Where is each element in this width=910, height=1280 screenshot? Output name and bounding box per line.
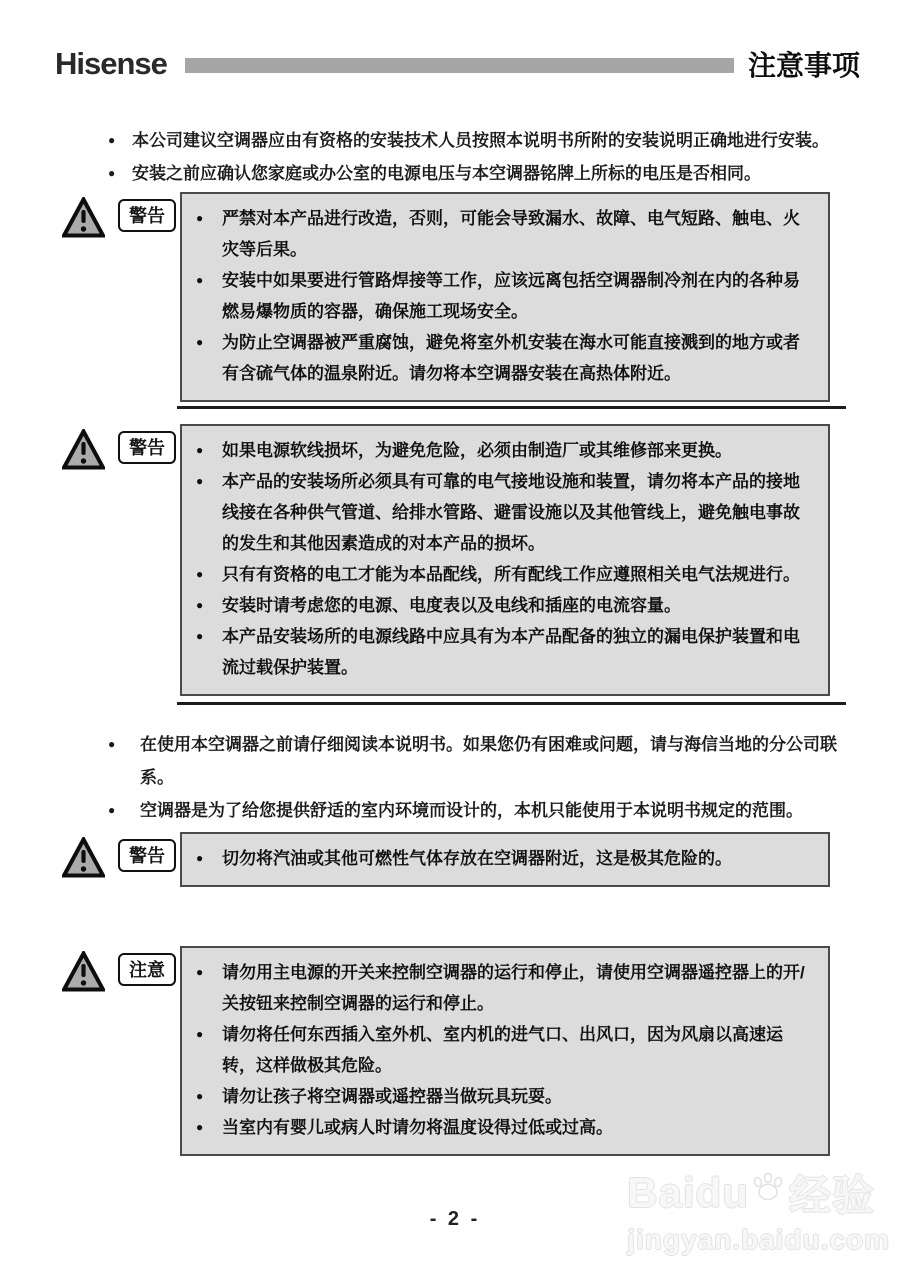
warning-box (180, 424, 830, 696)
bullet-dot-icon: ● (196, 965, 204, 979)
warning-item-text: 本产品的安装场所必须具有可靠的电气接地设施和装置，请勿将本产品的接地线接在各种供气管道、给排水管路、避雷设施以及其他管线上，避免触电事故的发生和其他因素造成的对本产品的损坏。 (222, 472, 800, 553)
warning-item-text: 为防止空调器被严重腐蚀，避免将室外机安装在海水可能直接溅到的地方或者有含硫气体的温泉附近。请勿将本空调器安装在高热体附近。 (222, 333, 800, 383)
watermark-logo (627, 1163, 890, 1223)
warning-item (196, 327, 812, 389)
watermark-url: jingyan.baidu.com (627, 1224, 890, 1255)
warning-section-3 (0, 832, 910, 887)
notice-marker (62, 951, 176, 992)
warning-item-text: 只有有资格的电工才能为本品配线，所有配线工作应遵照相关电气法规进行。 (222, 565, 800, 584)
hisense-logo: Hisense (55, 46, 167, 81)
warning-item (196, 265, 812, 327)
warning-box (180, 192, 830, 402)
warning-item-text: 严禁对本产品进行改造，否则，可能会导致漏水、故障、电气短路、触电、火灾等后果。 (222, 209, 800, 259)
watermark-suffix-text: 经验 (788, 1172, 875, 1219)
header-divider-bar (185, 58, 734, 73)
warning-item (196, 590, 812, 621)
list-item-text: 安装之前应确认您家庭或办公室的电源电压与本空调器铭牌上所标的电压是否相同。 (132, 164, 761, 183)
warning-item (196, 621, 812, 683)
warning-marker (62, 837, 176, 878)
mid-bullet-list (108, 728, 870, 827)
bullet-dot-icon: ● (196, 443, 204, 457)
warning-item-text: 安装时请考虑您的电源、电度表以及电线和插座的电流容量。 (222, 596, 681, 615)
notice-item (196, 1112, 812, 1143)
notice-item-text: 请勿将任何东西插入室外机、室内机的进气口、出风口，因为风扇以高速运转，这样做极其危险。 (222, 1025, 783, 1075)
list-item (108, 124, 870, 157)
list-item (108, 157, 870, 190)
warning-label: 警告 (118, 431, 176, 464)
bullet-dot-icon: ● (108, 803, 116, 817)
list-item (108, 728, 870, 794)
warning-item (196, 203, 812, 265)
section-separator (177, 406, 846, 409)
bullet-dot-icon: ● (196, 629, 204, 643)
warning-triangle-icon (62, 837, 105, 878)
bullet-dot-icon: ● (196, 1027, 204, 1041)
bullet-dot-icon: ● (108, 166, 116, 180)
bullet-dot-icon: ● (196, 598, 204, 612)
bullet-dot-icon: ● (196, 273, 204, 287)
notice-item-text: 请勿让孩子将空调器或遥控器当做玩具玩耍。 (222, 1087, 562, 1106)
page-number: - 2 - (429, 1208, 481, 1230)
section-separator (177, 702, 846, 705)
bullet-dot-icon: ● (196, 1089, 204, 1103)
notice-section (0, 946, 910, 1156)
notice-item-text: 当室内有婴儿或病人时请勿将温度设得过低或过高。 (222, 1118, 613, 1137)
notice-item (196, 1019, 812, 1081)
list-item (108, 794, 870, 827)
warning-item-text: 本产品安装场所的电源线路中应具有为本产品配备的独立的漏电保护装置和电流过载保护装置。 (222, 627, 800, 677)
bullet-dot-icon: ● (108, 737, 116, 751)
notice-item (196, 957, 812, 1019)
bullet-dot-icon: ● (196, 1120, 204, 1134)
list-item-text: 空调器是为了给您提供舒适的室内环境而设计的，本机只能使用于本说明书规定的范围。 (140, 801, 803, 820)
list-item-text: 本公司建议空调器应由有资格的安装技术人员按照本说明书所附的安装说明正确地进行安装。 (132, 131, 829, 150)
warning-item-text: 如果电源软线损坏，为避免危险，必须由制造厂或其维修部来更换。 (222, 441, 732, 460)
warning-triangle-icon (62, 951, 105, 992)
page-title: 注意事项 (747, 49, 860, 82)
warning-marker (62, 197, 176, 238)
warning-item (196, 435, 812, 466)
paw-icon (748, 1166, 788, 1206)
warning-section-2 (0, 424, 910, 696)
bullet-dot-icon: ● (196, 474, 204, 488)
bullet-dot-icon: ● (196, 851, 204, 865)
warning-label: 警告 (118, 199, 176, 232)
bullet-dot-icon: ● (108, 133, 116, 147)
baidu-watermark (627, 1163, 890, 1256)
warning-item-text: 安装中如果要进行管路焊接等工作，应该远离包括空调器制冷剂在内的各种易燃易爆物质的容器，确保施工现场安全。 (222, 271, 800, 321)
warning-triangle-icon (62, 197, 105, 238)
warning-item (196, 843, 812, 874)
warning-section-1 (0, 192, 910, 402)
warning-item (196, 559, 812, 590)
bullet-dot-icon: ● (196, 335, 204, 349)
warning-item (196, 466, 812, 559)
watermark-brand-text: Baidu (627, 1169, 749, 1216)
warning-label: 警告 (118, 839, 176, 872)
warning-marker (62, 429, 176, 470)
warning-triangle-icon (62, 429, 105, 470)
notice-box (180, 946, 830, 1156)
bullet-dot-icon: ● (196, 567, 204, 581)
notice-label: 注意 (118, 953, 176, 986)
warning-item-text: 切勿将汽油或其他可燃性气体存放在空调器附近，这是极其危险的。 (222, 849, 732, 868)
intro-bullet-list (108, 124, 870, 190)
list-item-text: 在使用本空调器之前请仔细阅读本说明书。如果您仍有困难或问题，请与海信当地的分公司联系。 (140, 735, 837, 787)
notice-item-text: 请勿用主电源的开关来控制空调器的运行和停止，请使用空调器遥控器上的开/关按钮来控制空调器的运行和停止。 (222, 963, 805, 1013)
warning-box (180, 832, 830, 887)
page-header (55, 44, 860, 84)
bullet-dot-icon: ● (196, 211, 204, 225)
notice-item (196, 1081, 812, 1112)
